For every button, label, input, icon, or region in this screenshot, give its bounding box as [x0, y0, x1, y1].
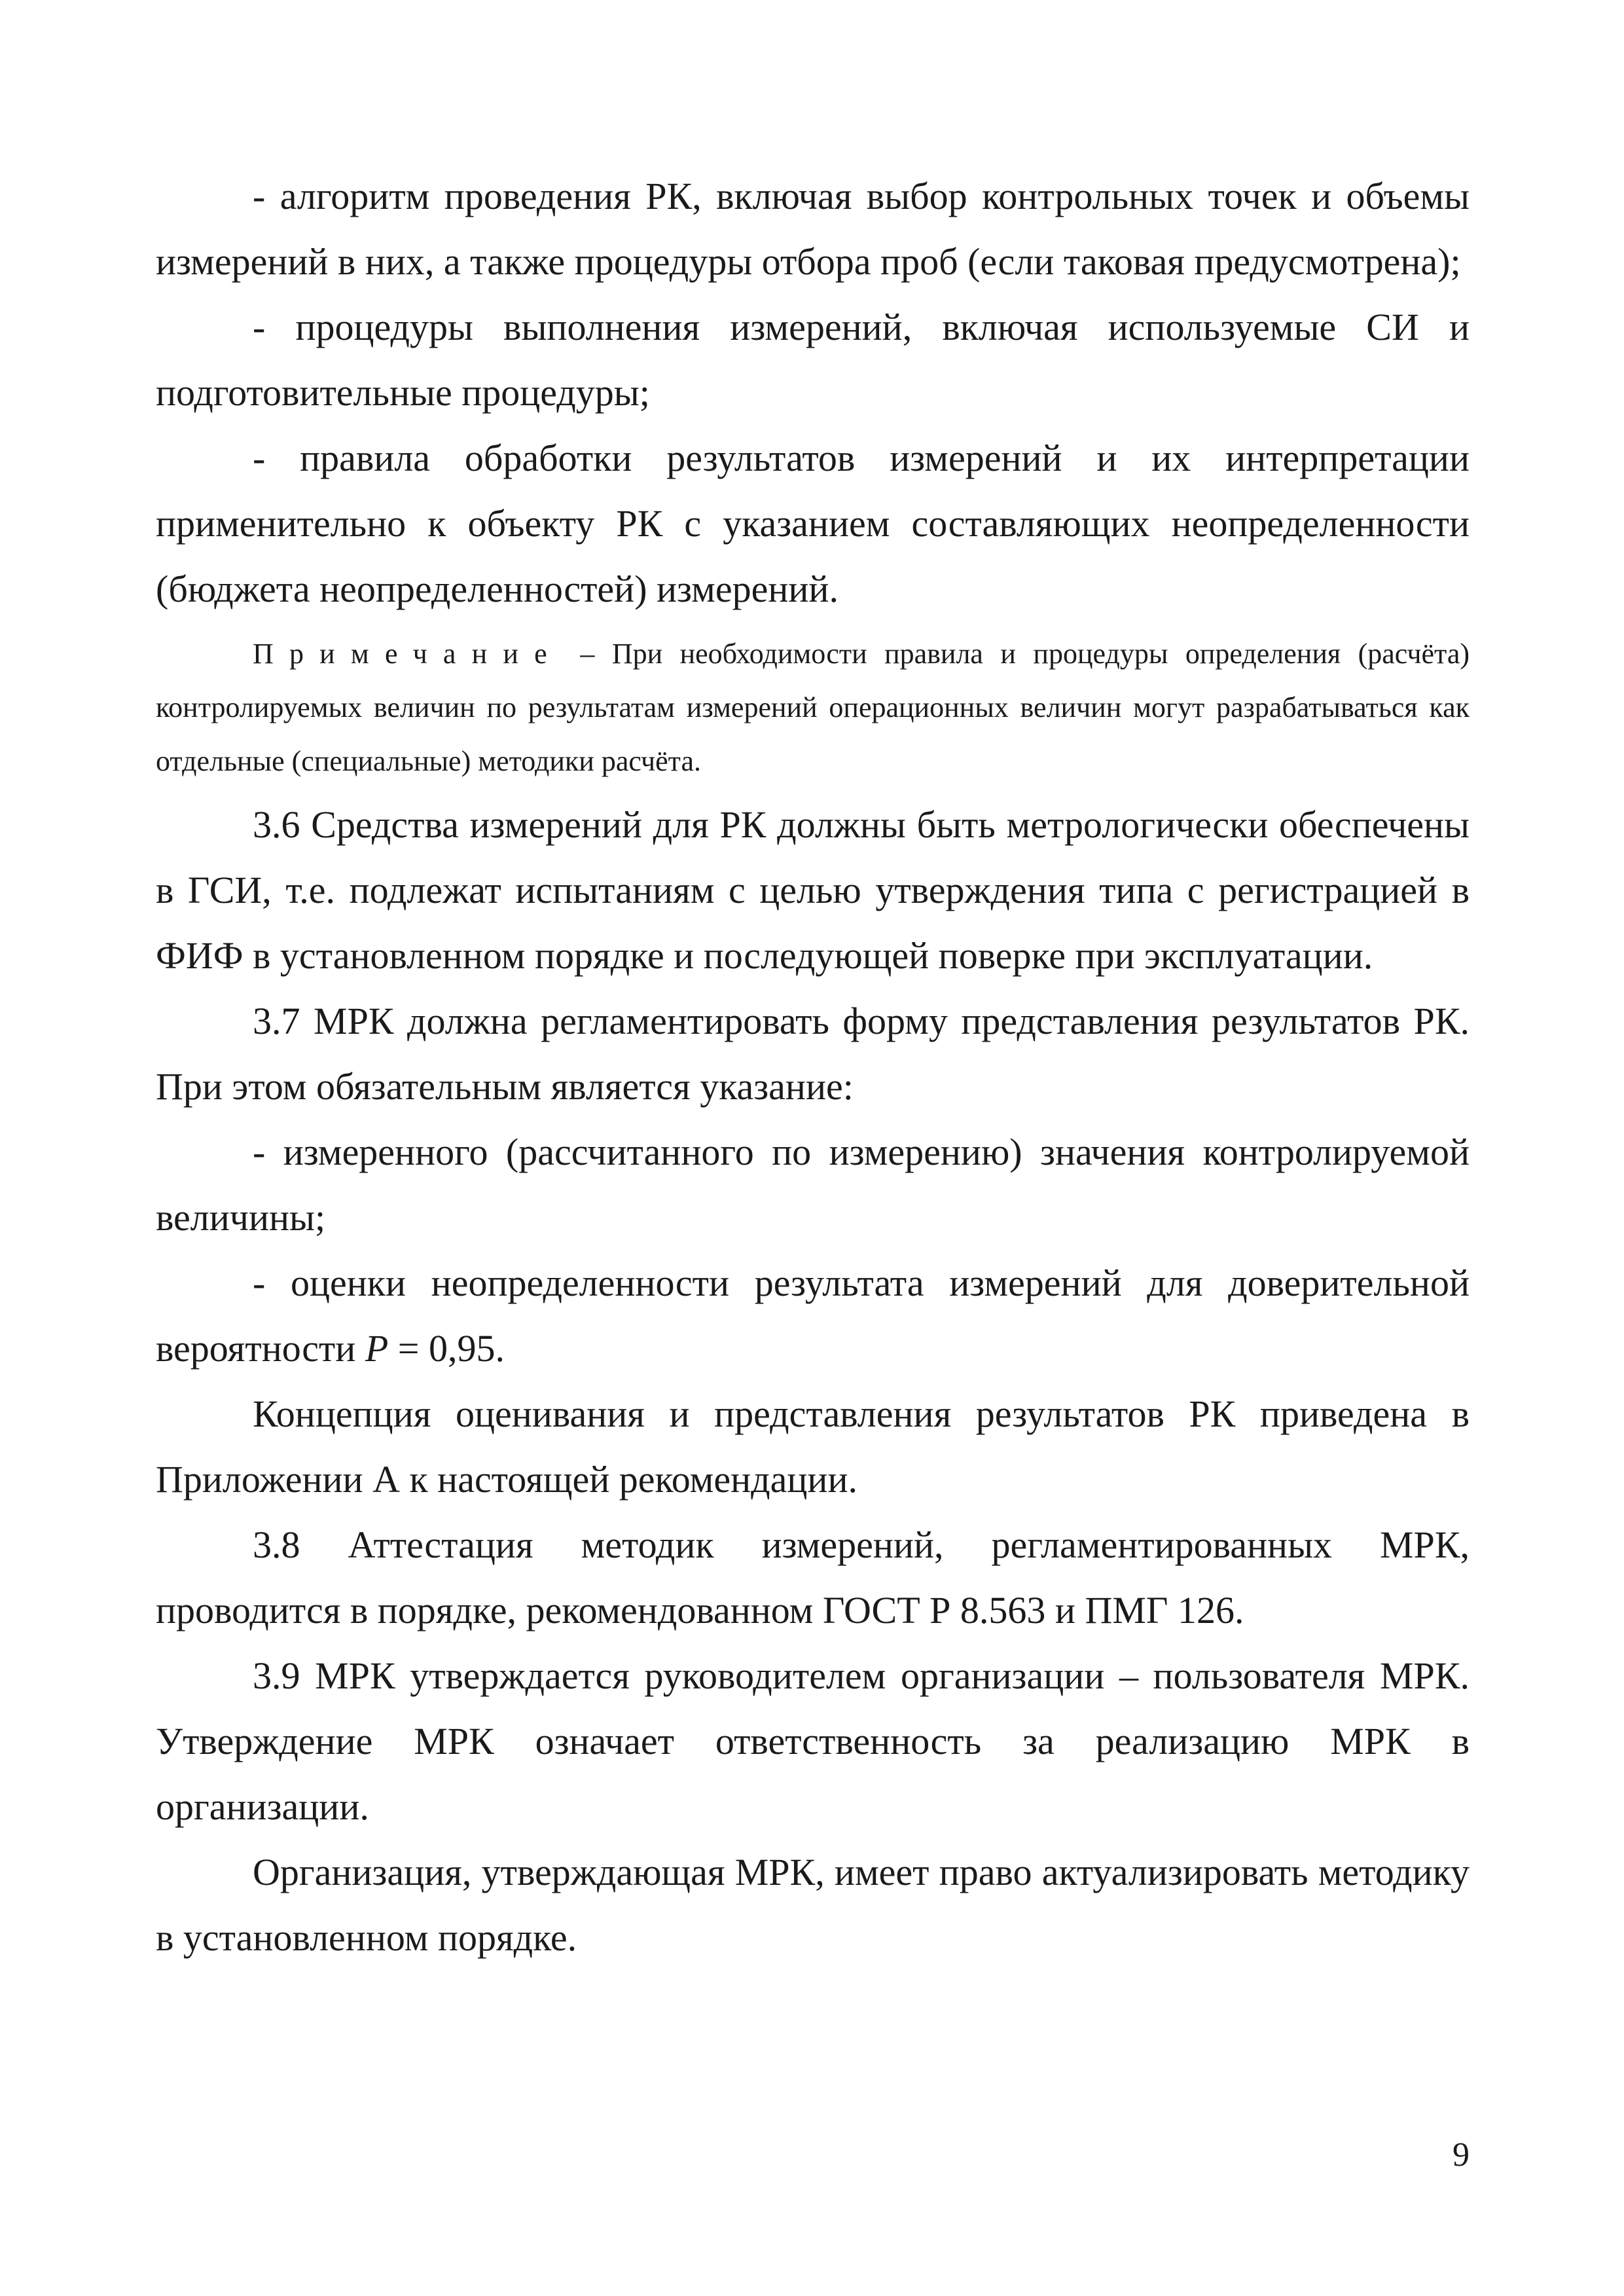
concept-paragraph: Концепция оценивания и представления результатов РК приведена в Приложении А к настоящей рекомендации.	[156, 1393, 1470, 1501]
page-number: 9	[1453, 2136, 1470, 2174]
list-item-procedures: - процедуры выполнения измерений, включая используемые СИ и подготовительные процедуры;	[156, 306, 1470, 414]
note-text: – При необходимости правила и процедуры определения (расчёта) контролируемых величин по результатам измерений операционных величин могут разрабатываться как отдельные (специальные) методики расчёта.	[156, 638, 1470, 777]
document-body	[156, 164, 1470, 1971]
list-item-uncertainty	[156, 1250, 1470, 1381]
list-item-processing-rules: - правила обработки результатов измерений и их интерпретации применительно к объекту РК с указанием составляющих неопределенности (бюджета неопределенностей) измерений.	[156, 437, 1470, 610]
list-item-measured-value: - измеренного (рассчитанного по измерению) значения контролируемой величины;	[156, 1131, 1470, 1239]
section-3-8: 3.8 Аттестация методик измерений, регламентированных МРК, проводится в порядке, рекомендованном ГОСТ Р 8.563 и ПМГ 126.	[156, 1523, 1470, 1631]
uncertainty-text-after: = 0,95.	[388, 1327, 505, 1370]
organization-paragraph: Организация, утверждающая МРК, имеет право актуализировать методику в установленном порядке.	[156, 1851, 1470, 1959]
section-3-6: 3.6 Средства измерений для РК должны быть метрологически обеспечены в ГСИ, т.е. подлежат испытаниям с целью утверждения типа с регистрацией в ФИФ в установленном порядке и последующей поверке при эксплуатации.	[156, 803, 1470, 977]
section-3-7: 3.7 МРК должна регламентировать форму представления результатов РК. При этом обязательным является указание:	[156, 1000, 1470, 1108]
list-item-algorithm: - алгоритм проведения РК, включая выбор контрольных точек и объемы измерений в них, а также процедуры отбора проб (если таковая предусмотрена);	[156, 175, 1470, 283]
uncertainty-text-before: - оценки неопределенности результата измерений для доверительной вероятности	[156, 1262, 1470, 1370]
probability-variable: P	[365, 1327, 389, 1370]
section-3-9: 3.9 МРК утверждается руководителем организации – пользователя МРК. Утверждение МРК означает ответственность за реализацию МРК в организации.	[156, 1654, 1470, 1828]
note-label: Примечание	[253, 638, 563, 670]
note-paragraph	[156, 627, 1470, 788]
